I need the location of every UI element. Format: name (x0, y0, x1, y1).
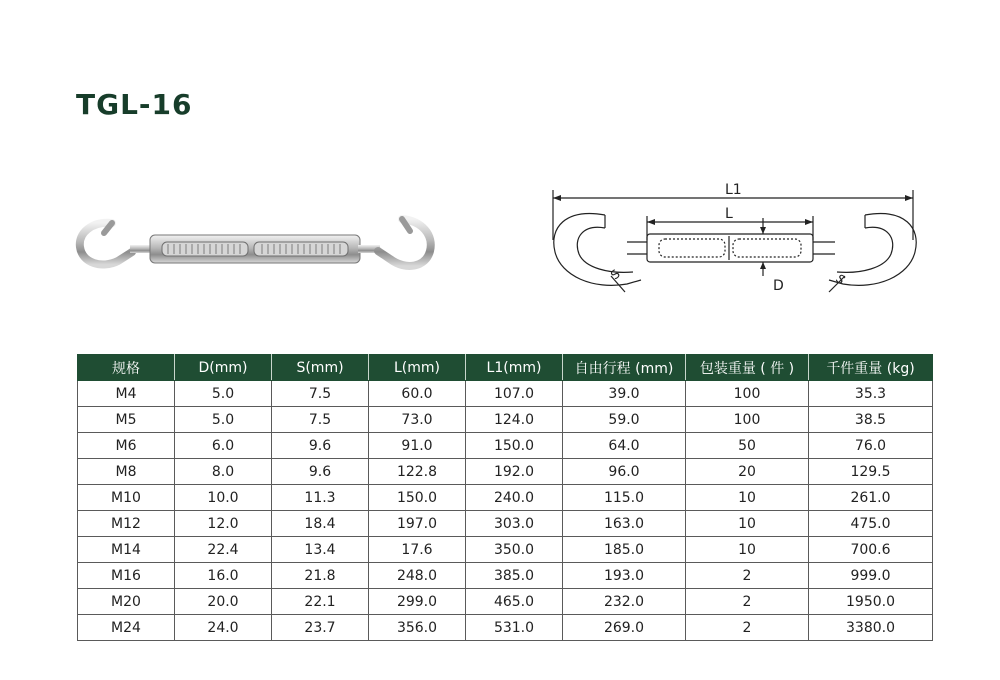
table-cell: 7.5 (272, 407, 369, 433)
table-cell: 385.0 (466, 563, 563, 589)
table-cell: 20.0 (175, 589, 272, 615)
table-cell: 531.0 (466, 615, 563, 641)
page-title: TGL-16 (76, 88, 193, 121)
table-cell: 24.0 (175, 615, 272, 641)
table-cell: 261.0 (809, 485, 933, 511)
table-cell: 96.0 (563, 459, 686, 485)
table-row (78, 433, 933, 459)
table-cell: 999.0 (809, 563, 933, 589)
table-cell: 115.0 (563, 485, 686, 511)
table-cell: 303.0 (466, 511, 563, 537)
table-cell: 64.0 (563, 433, 686, 459)
table-cell: 10 (686, 537, 809, 563)
header-cell: 千件重量 (kg) (809, 355, 933, 381)
table-cell: 240.0 (466, 485, 563, 511)
table-cell: M10 (78, 485, 175, 511)
table-cell: 73.0 (369, 407, 466, 433)
table-cell: 150.0 (369, 485, 466, 511)
table-cell: 59.0 (563, 407, 686, 433)
table-cell: 6.0 (175, 433, 272, 459)
l-label: L (725, 206, 733, 222)
table-cell: M16 (78, 563, 175, 589)
table-cell: 350.0 (466, 537, 563, 563)
table-cell: 10.0 (175, 485, 272, 511)
table-cell: 475.0 (809, 511, 933, 537)
table-cell: 22.4 (175, 537, 272, 563)
table-cell: 76.0 (809, 433, 933, 459)
header-cell: 规格 (78, 355, 175, 381)
table-cell: M24 (78, 615, 175, 641)
table-cell: 193.0 (563, 563, 686, 589)
table-header-row (78, 355, 933, 381)
table-cell: 2 (686, 589, 809, 615)
table-cell: 10 (686, 511, 809, 537)
l1-label: L1 (725, 182, 742, 198)
table-cell: 185.0 (563, 537, 686, 563)
table-cell: 7.5 (272, 381, 369, 407)
table-cell: 299.0 (369, 589, 466, 615)
table-cell: 20 (686, 459, 809, 485)
table-cell: 60.0 (369, 381, 466, 407)
table-cell: 9.6 (272, 433, 369, 459)
table-row (78, 485, 933, 511)
table-row (78, 459, 933, 485)
table-cell: 192.0 (466, 459, 563, 485)
header-cell: S(mm) (272, 355, 369, 381)
header-cell: D(mm) (175, 355, 272, 381)
table-cell: 35.3 (809, 381, 933, 407)
table-cell: 100 (686, 381, 809, 407)
table-cell: 16.0 (175, 563, 272, 589)
table-cell: M8 (78, 459, 175, 485)
table-cell: 2 (686, 615, 809, 641)
table-cell: 124.0 (466, 407, 563, 433)
table-cell: M14 (78, 537, 175, 563)
table-cell: 197.0 (369, 511, 466, 537)
table-cell: 5.0 (175, 407, 272, 433)
table-cell: 18.4 (272, 511, 369, 537)
table-cell: 2 (686, 563, 809, 589)
table-cell: M6 (78, 433, 175, 459)
table-cell: 122.8 (369, 459, 466, 485)
d-label: D (773, 278, 784, 294)
table-row (78, 589, 933, 615)
table-cell: 3380.0 (809, 615, 933, 641)
table-cell: 356.0 (369, 615, 466, 641)
table-row (78, 511, 933, 537)
table-cell: 10 (686, 485, 809, 511)
table-cell: 700.6 (809, 537, 933, 563)
table-cell: 269.0 (563, 615, 686, 641)
header-cell: L1(mm) (466, 355, 563, 381)
table-cell: 163.0 (563, 511, 686, 537)
table-cell: 248.0 (369, 563, 466, 589)
header-cell: 包装重量 ( 件 ) (686, 355, 809, 381)
table-cell: 129.5 (809, 459, 933, 485)
table-cell: 38.5 (809, 407, 933, 433)
table-cell: 23.7 (272, 615, 369, 641)
table-cell: M5 (78, 407, 175, 433)
table-cell: 39.0 (563, 381, 686, 407)
turnbuckle-diagram (545, 180, 925, 310)
table-cell: 8.0 (175, 459, 272, 485)
table-cell: 150.0 (466, 433, 563, 459)
s-label-right: S (833, 271, 848, 288)
table-cell: M4 (78, 381, 175, 407)
table-cell: 9.6 (272, 459, 369, 485)
table-cell: 11.3 (272, 485, 369, 511)
table-row (78, 563, 933, 589)
table-cell: 5.0 (175, 381, 272, 407)
table-row (78, 615, 933, 641)
table-cell: 232.0 (563, 589, 686, 615)
table-row (78, 407, 933, 433)
table-cell: M12 (78, 511, 175, 537)
spec-table (77, 354, 933, 641)
table-cell: 465.0 (466, 589, 563, 615)
table-cell: 100 (686, 407, 809, 433)
table-cell: 1950.0 (809, 589, 933, 615)
turnbuckle-photo (70, 205, 450, 295)
table-cell: 13.4 (272, 537, 369, 563)
table-cell: 21.8 (272, 563, 369, 589)
table-cell: 107.0 (466, 381, 563, 407)
table-row (78, 381, 933, 407)
header-cell: L(mm) (369, 355, 466, 381)
table-cell: 91.0 (369, 433, 466, 459)
table-cell: 17.6 (369, 537, 466, 563)
table-cell: 12.0 (175, 511, 272, 537)
table-cell: 22.1 (272, 589, 369, 615)
table-cell: M20 (78, 589, 175, 615)
s-label-left: S (607, 266, 623, 283)
table-cell: 50 (686, 433, 809, 459)
header-cell: 自由行程 (mm) (563, 355, 686, 381)
table-row (78, 537, 933, 563)
